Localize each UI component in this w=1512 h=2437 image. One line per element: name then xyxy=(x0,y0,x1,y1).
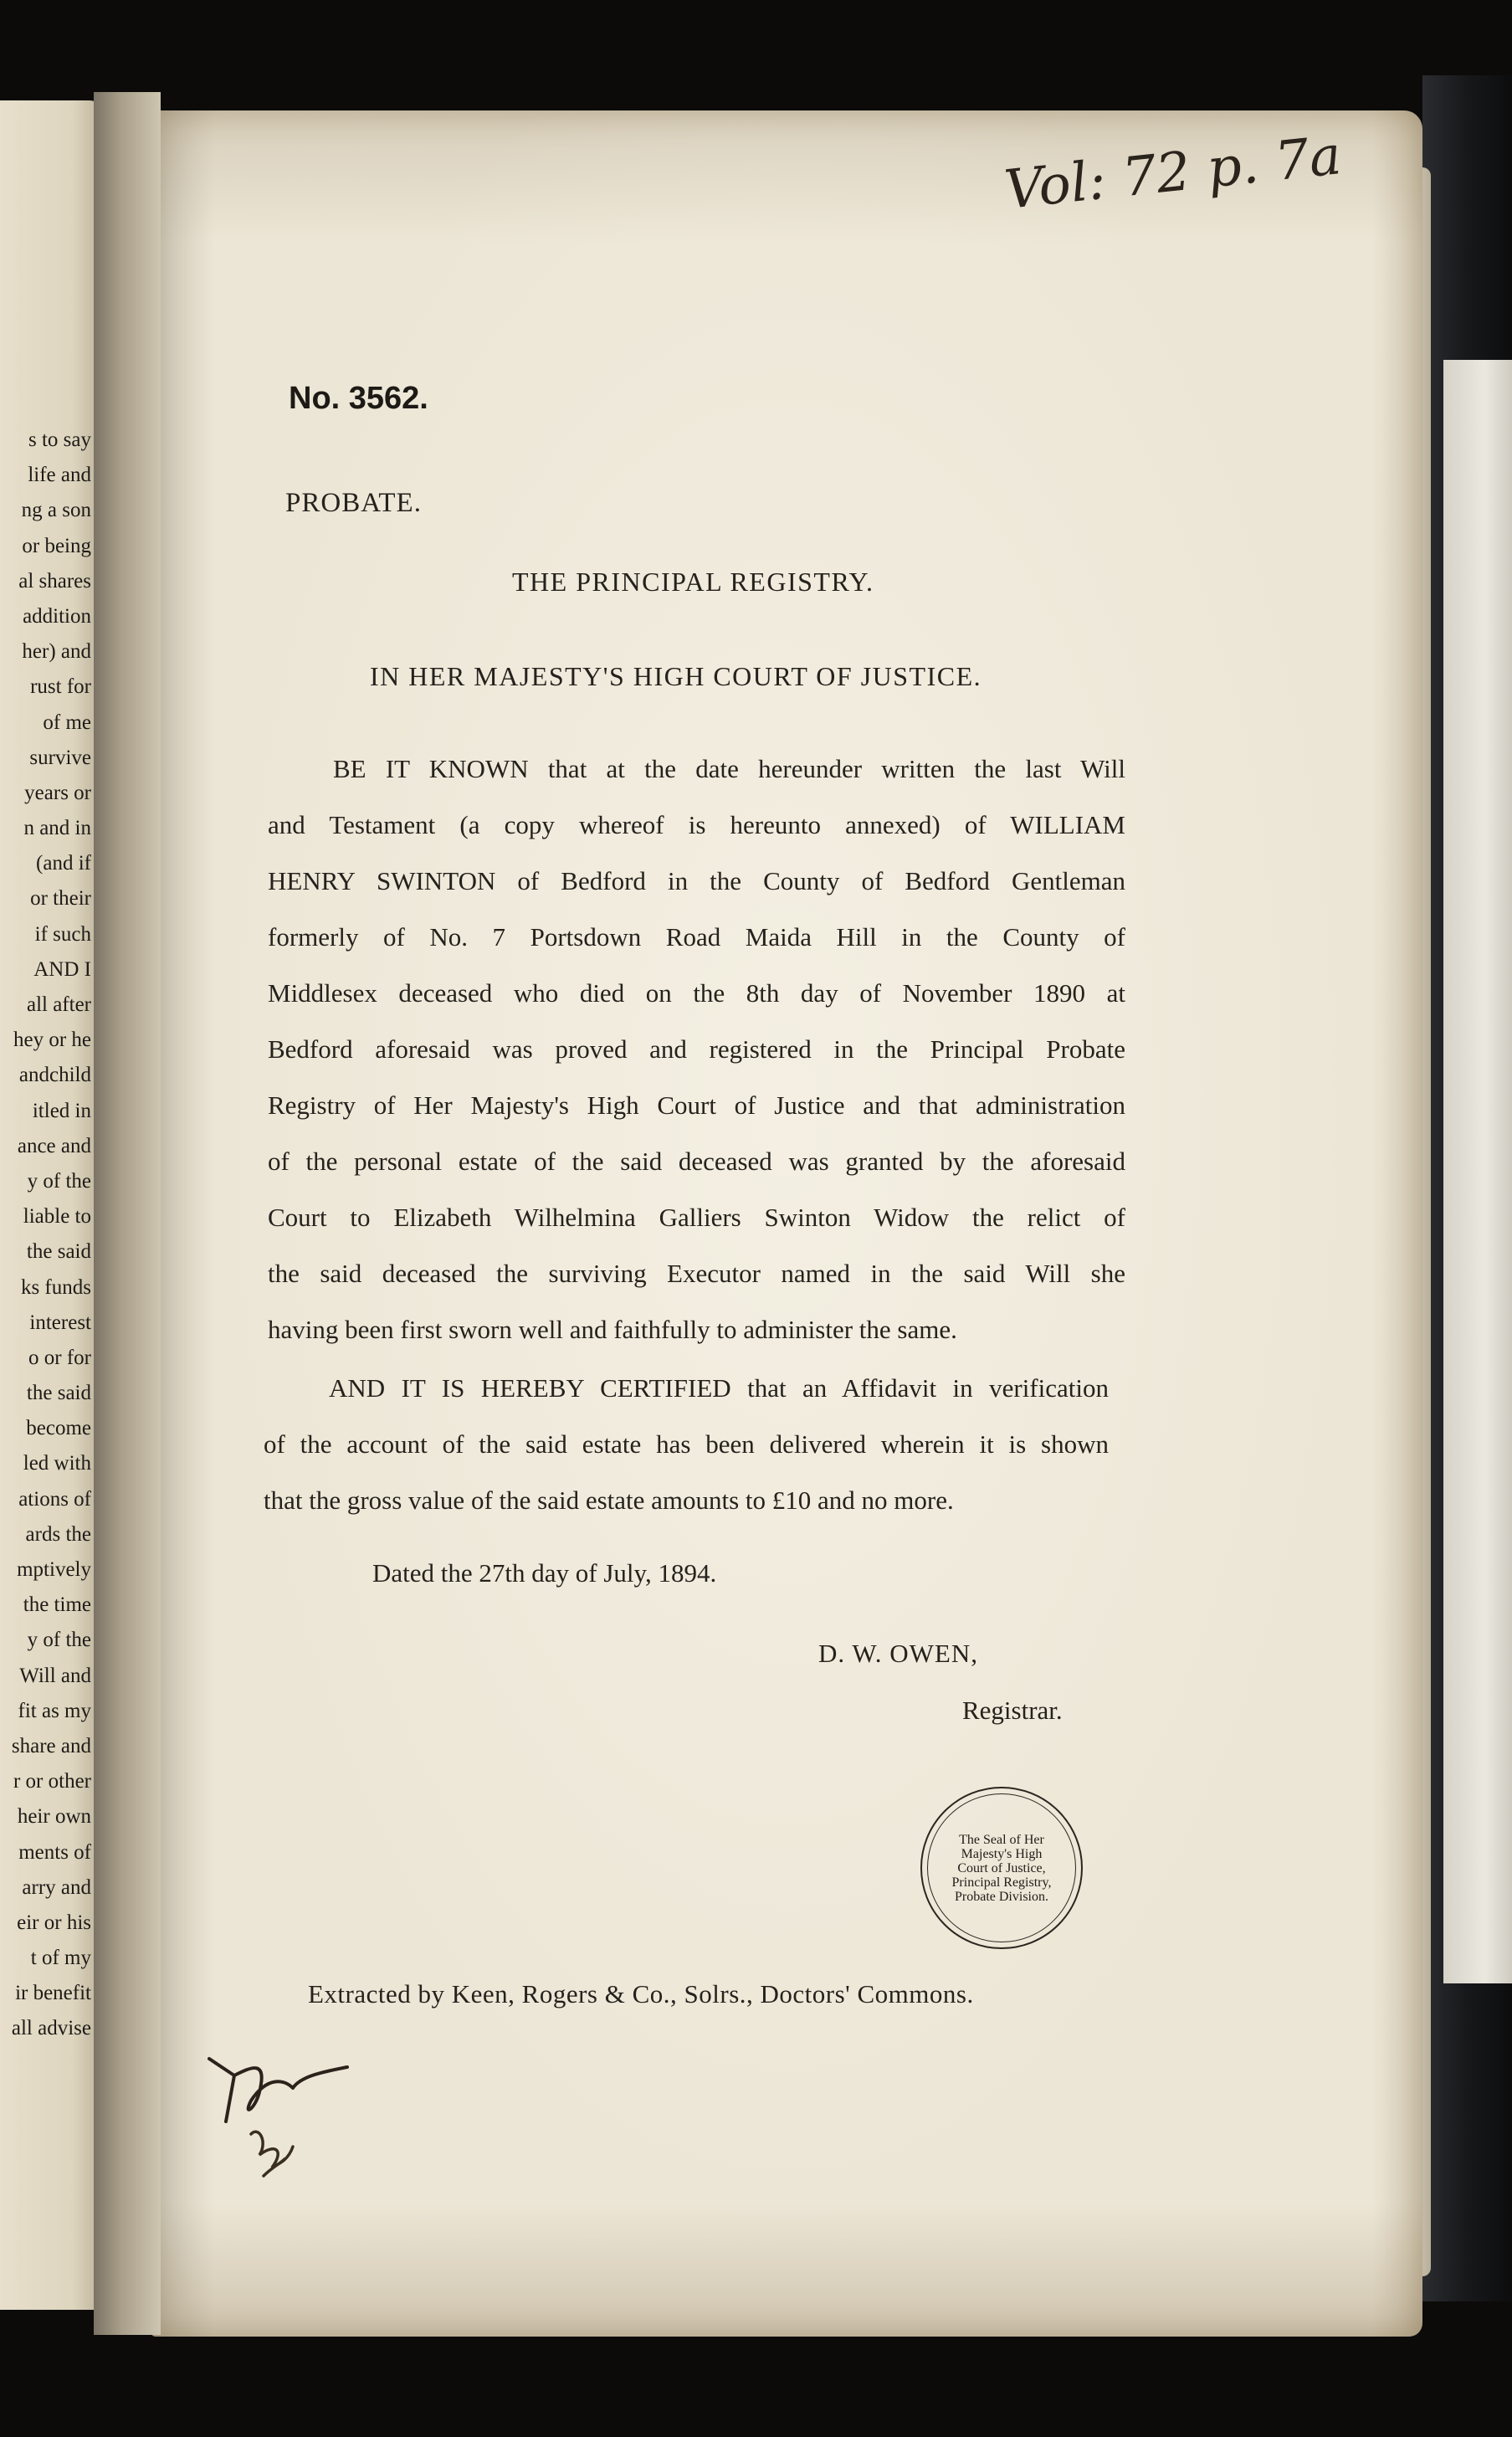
left-page-line: arry and xyxy=(22,1875,91,1899)
left-page-line: heir own xyxy=(17,1805,91,1829)
body-line: and Testament (a copy whereof is hereunto annexed) of WILLIAM xyxy=(268,810,1125,839)
left-page-line: AND I xyxy=(33,957,91,981)
left-page-line: Will and xyxy=(19,1664,91,1687)
left-page-line: life and xyxy=(28,464,91,487)
left-page-line: fit as my xyxy=(18,1699,91,1722)
left-page-line: hey or he xyxy=(13,1029,91,1052)
document-number: No. 3562. xyxy=(289,381,428,416)
body-line: Registry of Her Majesty's High Court of Justice and that administration xyxy=(268,1090,1125,1120)
left-page-line: or being xyxy=(22,534,91,557)
body-line: BE IT KNOWN that at the date hereunder written the last Will xyxy=(333,754,1125,783)
left-page-line: the time xyxy=(23,1593,91,1617)
left-page-line: all advise xyxy=(11,2017,91,2040)
registrar-name: D. W. OWEN, xyxy=(818,1639,978,1668)
body-line: Bedford aforesaid was proved and registered in the Principal Probate xyxy=(268,1034,1125,1064)
left-page-line: o or for xyxy=(28,1346,91,1369)
left-page-line: led with xyxy=(23,1452,91,1475)
left-page-line: ards the xyxy=(25,1522,91,1546)
left-page-line: t of my xyxy=(30,1947,91,1970)
volume-annotation: Vol: 72 p. 7a xyxy=(1002,125,1345,222)
seal-text: The Seal of Her Majesty's High Court of Justice, Principal Registry, Probate Division. xyxy=(951,1832,1052,1904)
left-page-text-column xyxy=(0,423,91,2047)
left-page-line: (and if xyxy=(36,852,91,875)
left-page-line: y of the xyxy=(27,1169,91,1193)
left-page-line: ments of xyxy=(18,1840,91,1864)
left-page-line: become xyxy=(26,1417,91,1440)
left-page-line: ance and xyxy=(17,1134,91,1157)
left-facing-page xyxy=(0,100,105,2310)
left-page-line: eir or his xyxy=(17,1911,91,1934)
left-page-line: mptively xyxy=(17,1558,91,1581)
left-page-line: interest xyxy=(29,1311,91,1334)
dated-line: Dated the 27th day of July, 1894. xyxy=(372,1558,717,1588)
body-line: formerly of No. 7 Portsdown Road Maida Hill in the County of xyxy=(268,922,1125,952)
body-line: Court to Elizabeth Wilhelmina Galliers Swinton Widow the relict of xyxy=(268,1203,1125,1232)
court-seal xyxy=(920,1787,1083,1949)
body-line: that the gross value of the said estate amounts to £10 and no more. xyxy=(264,1485,954,1515)
left-page-line: liable to xyxy=(23,1205,91,1229)
certification-paragraph xyxy=(264,1360,1109,1528)
body-line: having been first sworn well and faithfully to administer the same. xyxy=(268,1315,957,1344)
left-page-line: of me xyxy=(43,711,91,734)
probate-paragraph xyxy=(268,741,1125,1357)
left-page-line: if such xyxy=(34,922,91,946)
left-page-line: years or xyxy=(24,781,91,804)
left-page-line: ations of xyxy=(18,1487,91,1511)
left-page-line: share and xyxy=(11,1734,91,1757)
left-page-line: survive xyxy=(29,746,91,769)
registrar-title: Registrar. xyxy=(962,1696,1063,1725)
extracted-by-line: Extracted by Keen, Rogers & Co., Solrs., Doctors' Commons. xyxy=(308,1979,974,2009)
left-page-line: n and in xyxy=(23,817,91,840)
left-page-line: itled in xyxy=(32,1099,91,1122)
left-page-line: the said xyxy=(26,1382,91,1405)
book-gutter xyxy=(94,92,161,2335)
document-type: PROBATE. xyxy=(285,488,422,518)
left-page-line: all after xyxy=(26,993,91,1016)
left-page-line: the said xyxy=(26,1240,91,1264)
registry-heading: THE PRINCIPAL REGISTRY. xyxy=(512,567,874,597)
handwritten-mark-icon xyxy=(201,2042,368,2193)
body-line: Middlesex deceased who died on the 8th day of November 1890 at xyxy=(268,978,1125,1008)
body-line: of the account of the said estate has been delivered wherein it is shown xyxy=(264,1429,1109,1459)
left-page-line: al shares xyxy=(18,569,91,593)
left-page-line: ng a son xyxy=(21,499,91,522)
right-page-edge xyxy=(1443,360,1512,1983)
left-page-line: her) and xyxy=(22,640,91,664)
left-page-line: andchild xyxy=(18,1064,91,1087)
left-page-line: addition xyxy=(23,604,91,628)
body-line: the said deceased the surviving Executor named in the said Will she xyxy=(268,1259,1125,1288)
body-line: HENRY SWINTON of Bedford in the County of Bedford Gentleman xyxy=(268,866,1125,895)
left-page-line: rust for xyxy=(30,675,91,699)
left-page-line: or their xyxy=(30,887,91,911)
left-page-line: s to say xyxy=(28,428,91,451)
left-page-line: ir benefit xyxy=(15,1982,91,2005)
left-page-line: ks funds xyxy=(20,1275,91,1299)
left-page-line: r or other xyxy=(13,1770,91,1793)
body-line: AND IT IS HEREBY CERTIFIED that an Affidavit in verification xyxy=(329,1373,1109,1403)
body-line: of the personal estate of the said deceased was granted by the aforesaid xyxy=(268,1147,1125,1176)
left-page-line: y of the xyxy=(27,1629,91,1652)
court-heading: IN HER MAJESTY'S HIGH COURT OF JUSTICE. xyxy=(370,661,982,691)
